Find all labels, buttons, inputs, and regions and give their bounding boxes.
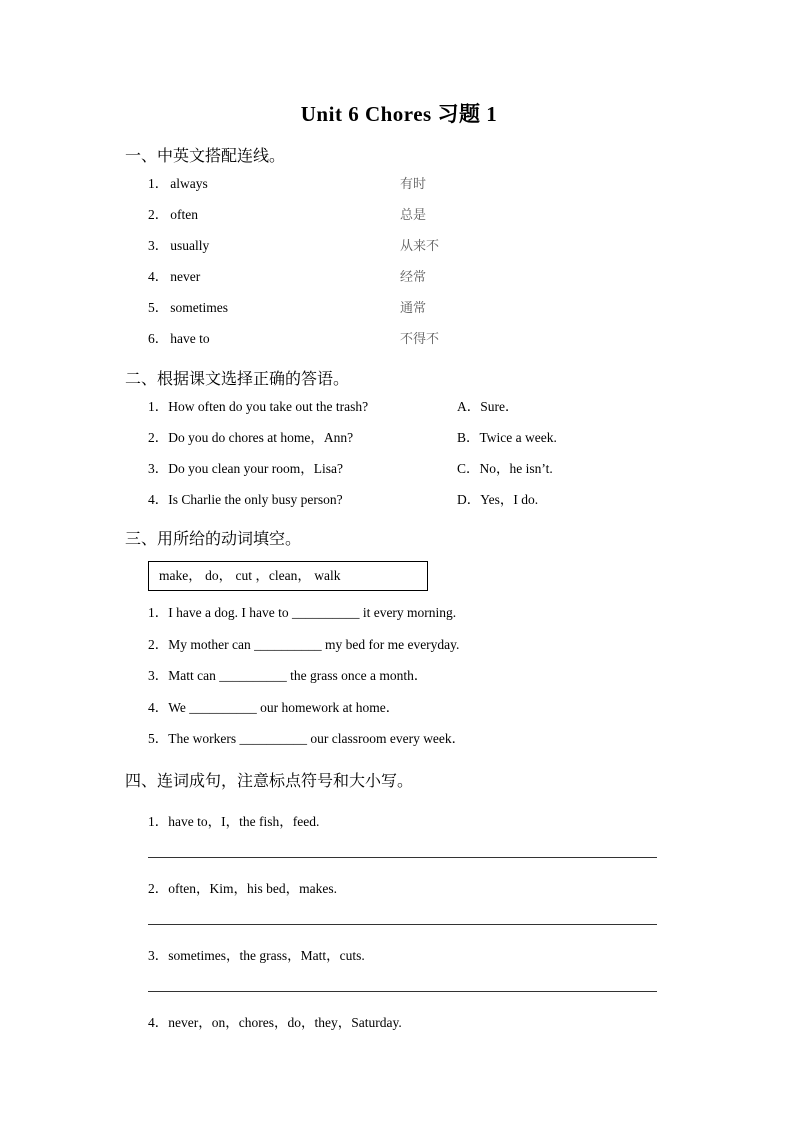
english-word: often — [170, 207, 198, 222]
chinese-word: 通常 — [400, 300, 427, 315]
match-item — [148, 199, 733, 230]
question-text: 3．Do you clean your room，Lisa? — [148, 461, 343, 476]
item-number: 4． — [148, 269, 169, 284]
fill-blank-list — [148, 597, 733, 755]
rearrange-item: 3．sometimes，the grass，Matt，cuts. — [148, 947, 365, 963]
fill-blank-item: 3．Matt can __________ the grass once a month． — [148, 668, 428, 683]
section-rearrange — [125, 771, 733, 1032]
chinese-word: 从来不 — [400, 238, 440, 253]
english-word: usually — [170, 238, 210, 253]
answer-option: D．Yes，I do. — [457, 492, 539, 507]
english-word: sometimes — [170, 300, 228, 315]
match-item — [148, 323, 733, 354]
english-word: have to — [170, 331, 210, 346]
qa-item — [148, 453, 733, 484]
question-text: 4．Is Charlie the only busy person? — [148, 492, 343, 507]
rearrange-item: 2．often，Kim，his bed，makes. — [148, 880, 337, 896]
section-fill-blanks — [125, 529, 733, 755]
match-list — [148, 168, 733, 354]
fill-blank-item: 5．The workers __________ our classroom every week． — [148, 731, 466, 746]
chinese-word: 总是 — [400, 207, 427, 222]
match-item — [148, 292, 733, 323]
qa-item — [148, 391, 733, 422]
qa-list — [148, 391, 733, 515]
answer-option: C．No，he isn’t. — [457, 461, 553, 476]
answer-line — [148, 965, 657, 992]
item-number: 2． — [148, 207, 169, 222]
chinese-word: 有时 — [400, 176, 427, 191]
rearrange-list — [148, 813, 733, 1032]
answer-line — [148, 831, 657, 858]
item-number: 5． — [148, 300, 169, 315]
fill-blank-item: 1．I have a dog. I have to __________ it every morning. — [148, 605, 457, 620]
match-item — [148, 230, 733, 261]
chinese-word: 经常 — [400, 269, 427, 284]
answer-option: B．Twice a week. — [457, 430, 557, 445]
english-word: never — [170, 269, 201, 284]
item-number: 1． — [148, 176, 169, 191]
section-choose-answer — [125, 369, 733, 515]
qa-item — [148, 484, 733, 515]
fill-blank-item: 2．My mother can __________ my bed for me everyday. — [148, 636, 460, 652]
section-3-heading: 三、用所给的动词填空。 — [125, 531, 302, 548]
item-number: 6． — [148, 331, 169, 346]
section-1-heading: 一、中英文搭配连线。 — [125, 148, 286, 165]
rearrange-item: 1．have to，I，the fish，feed. — [148, 813, 320, 829]
item-number: 3． — [148, 238, 169, 253]
section-2-heading: 二、根据课文选择正确的答语。 — [125, 371, 350, 388]
qa-item — [148, 422, 733, 453]
match-item — [148, 168, 733, 199]
section-matching — [125, 146, 733, 354]
question-text: 1．How often do you take out the trash? — [148, 399, 369, 414]
section-4-heading: 四、连词成句，注意标点符号和大小写。 — [125, 772, 414, 790]
rearrange-item: 4．never，on，chores，do，they，Saturday. — [148, 1014, 402, 1030]
chinese-word: 不得不 — [400, 331, 440, 346]
fill-blank-item: 4．We __________ our homework at home． — [148, 699, 400, 715]
word-bank-box: make， do， cut ，clean， walk — [148, 561, 428, 591]
question-text: 2．Do you do chores at home，Ann? — [148, 430, 354, 445]
match-item — [148, 261, 733, 292]
page-title: Unit 6 Chores 习题 1 — [300, 102, 498, 126]
english-word: always — [170, 176, 208, 191]
answer-option: A．Sure． — [457, 399, 519, 414]
answer-line — [148, 898, 657, 925]
